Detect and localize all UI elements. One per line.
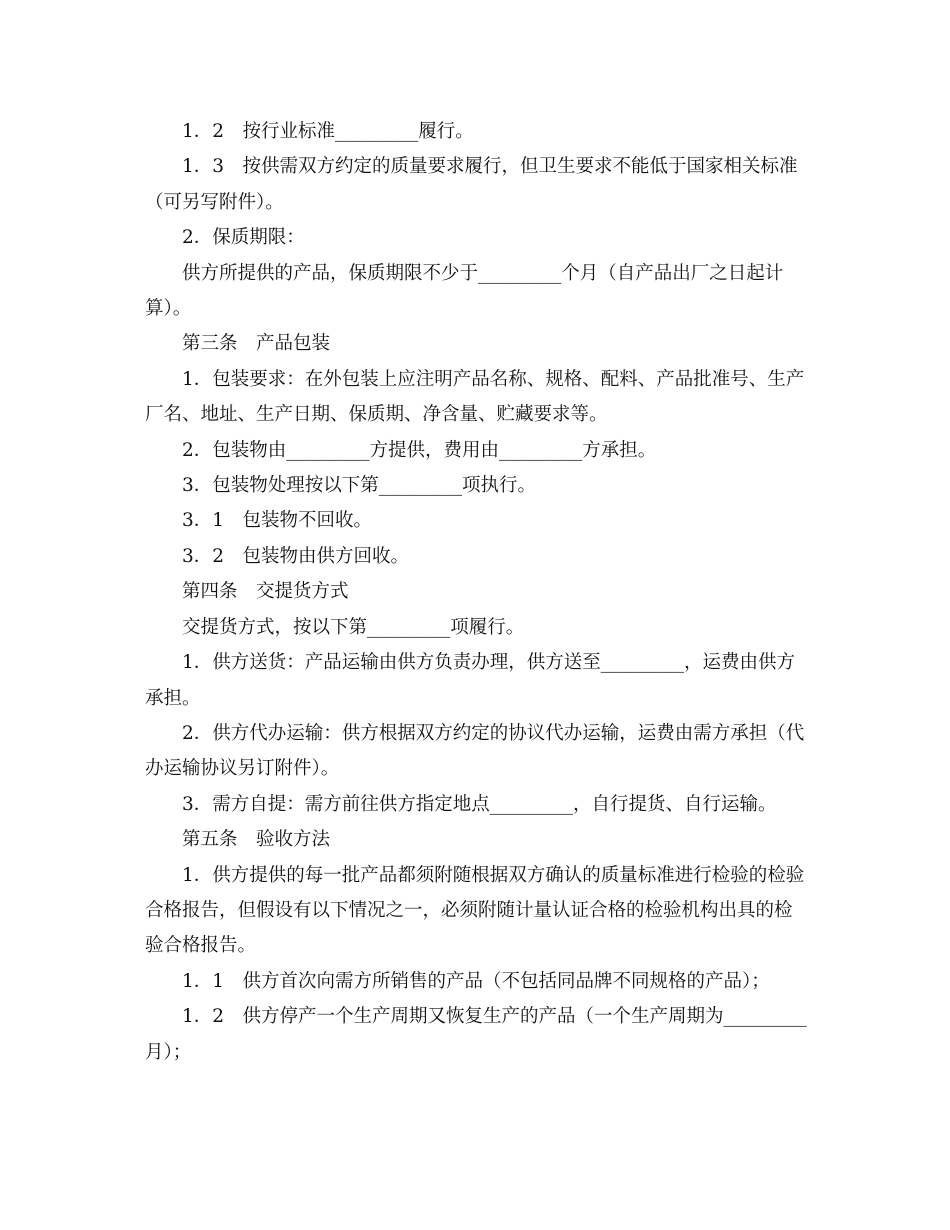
clause-packaging-requirements: 1．包装要求：在外包装上应注明产品名称、规格、配料、产品批准号、生产厂名、地址、生产日期、保质期、净含量、贮藏要求等。 xyxy=(145,368,805,426)
article-3-heading: 第三条 产品包装 xyxy=(182,333,331,355)
clause-3-2-supplier-recycle: 3．2 包装物由供方回收。 xyxy=(182,545,410,567)
article-4-heading: 第四条 交提货方式 xyxy=(182,581,349,603)
clause-1-1-first-sale: 1．1 供方首次向需方所销售的产品（不包括同品牌不同规格的产品）； xyxy=(182,970,770,992)
clause-supplier-agency-transport: 2．供方代办运输：供方根据双方约定的协议代办运输，运费由需方承担（代办运输协议另订附件）。 xyxy=(145,722,805,780)
clause-delivery-method: 交提货方式，按以下第_________项履行。 xyxy=(182,616,525,638)
clause-3-1-no-recycle: 3．1 包装物不回收。 xyxy=(182,510,373,532)
clause-2-shelf-life-heading: 2．保质期限： xyxy=(182,227,305,249)
clause-shelf-life-term: 供方所提供的产品，保质期限不少于_________个月（自产品出厂之日起计算）。 xyxy=(145,262,784,320)
clause-1-2-industry-standard: 1．2 按行业标准_________履行。 xyxy=(182,121,474,142)
clause-supplier-delivery: 1．供方送货：产品运输由供方负责办理，供方送至_________，运费由供方承担。 xyxy=(145,652,796,709)
clause-buyer-pickup: 3．需方自提：需方前往供方指定地点_________，自行提货、自行运输。 xyxy=(182,793,777,815)
article-5-heading: 第五条 验收方法 xyxy=(182,829,331,851)
clause-packaging-provider: 2．包装物由_________方提供，费用由_________方承担。 xyxy=(182,439,657,461)
clause-inspection-report: 1．供方提供的每一批产品都须附随根据双方确认的质量标准进行检验的检验合格报告，但假设有以下情况之一，必须附随计量认证合格的检验机构出具的检验合格报告。 xyxy=(145,864,805,957)
clause-1-3-quality-requirement: 1．3 按供需双方约定的质量要求履行，但卫生要求不能低于国家相关标准（可另写附件）。 xyxy=(145,156,798,213)
contract-body xyxy=(145,114,810,1070)
clause-packaging-disposal: 3．包装物处理按以下第_________项执行。 xyxy=(182,475,537,497)
clause-1-2-production-resume: 1．2 供方停产一个生产周期又恢复生产的产品（一个生产周期为_________月）； xyxy=(145,1006,807,1063)
